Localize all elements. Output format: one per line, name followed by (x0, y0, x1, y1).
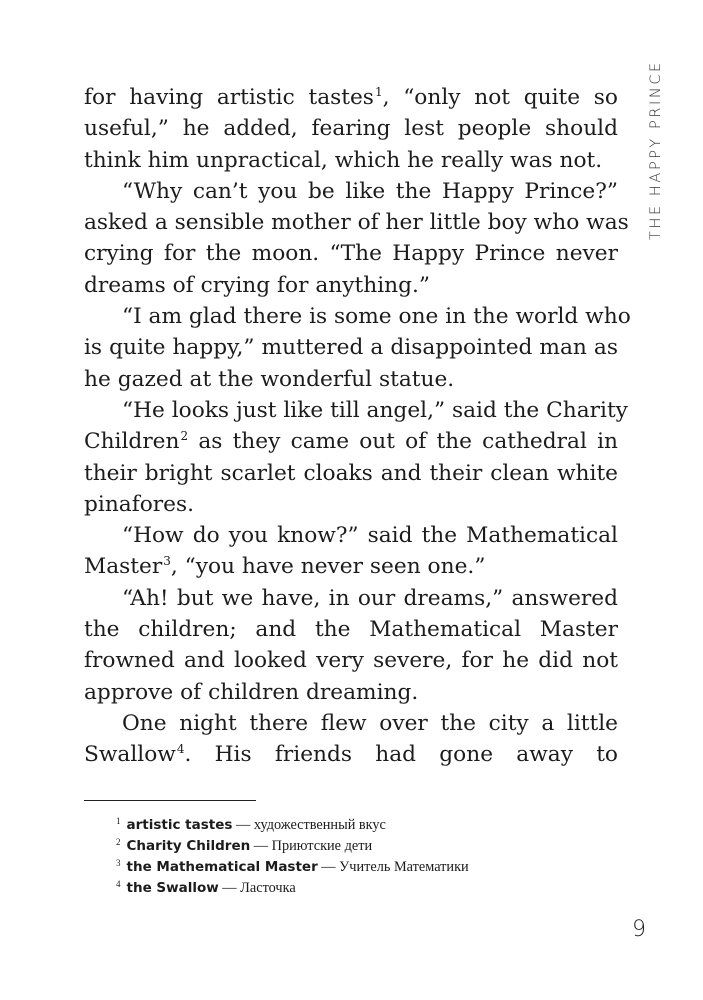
text-line: “Why can’t you be like the Happy Prince?” (122, 178, 618, 204)
text-line: he gazed at the wonderful statue. (84, 366, 455, 392)
footnote-marker: 3 (163, 554, 171, 569)
text-line: frowned and looked very severe, for he did not (84, 648, 618, 674)
text-line: is quite happy,” muttered a disappointed man as (84, 335, 618, 361)
footnote: $^3$ the Mathematical Master — Учитель Математики (116, 858, 469, 875)
text-line: Master$^3$, “you have never seen one.” (84, 554, 486, 580)
text-line: their bright scarlet cloaks and their clean white (84, 460, 618, 486)
footnote-divider (84, 800, 256, 801)
text-line: dreams of crying for anything.” (84, 272, 430, 298)
running-head: THE HAPPY PRINCE (648, 60, 664, 240)
footnote: $^2$ Charity Children — Приютские дети (116, 837, 373, 854)
page-number: 9 (632, 917, 646, 942)
text-line: One night there flew over the city a little (122, 710, 618, 736)
text-line: think him unpractical, which he really was not. (84, 147, 603, 173)
text-line: “Ah! but we have, in our dreams,” answered (122, 585, 618, 611)
text-line: pinafores. (84, 491, 195, 517)
footnotes (116, 815, 469, 899)
text-line: “I am glad there is some one in the world who (122, 304, 631, 330)
text-line: Children$^2$ as they came out of the cathedral in (84, 429, 618, 455)
text-line: Swallow$^4$. His friends had gone away to (84, 742, 618, 768)
text-line: crying for the moon. “The Happy Prince never (84, 241, 618, 267)
footnote: $^1$ artistic tastes — художественный вкус (116, 816, 386, 833)
text-line: asked a sensible mother of her little boy who was (84, 210, 629, 236)
footnote-marker: 4 (176, 742, 185, 757)
footnote-marker: 1 (374, 85, 383, 99)
text-line: useful,” he added, fearing lest people should (84, 116, 618, 142)
footnote-marker: 2 (180, 429, 189, 444)
text-line: for having artistic tastes$^1$, “only not quite so (84, 85, 618, 110)
text-line: the children; and the Mathematical Master (84, 617, 618, 643)
body-text (84, 82, 631, 771)
text-line: “He looks just like till angel,” said the Charity (122, 397, 628, 423)
text-line: approve of children dreaming. (84, 679, 419, 705)
footnote: $^4$ the Swallow — Ласточка (116, 879, 296, 896)
text-line: “How do you know?” said the Mathematical (122, 523, 618, 549)
